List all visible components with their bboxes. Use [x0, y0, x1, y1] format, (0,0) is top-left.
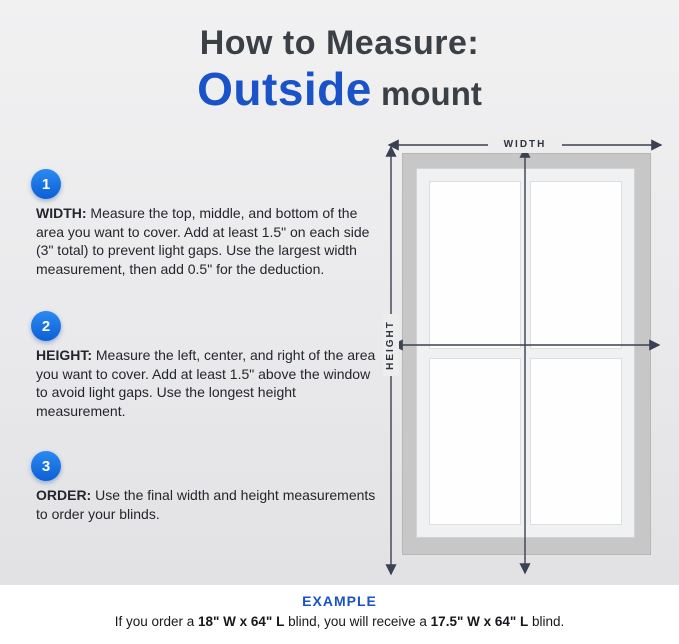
step-3-label: ORDER: — [36, 487, 92, 503]
example-seg3: blind. — [528, 614, 565, 629]
window-inner-frame — [416, 168, 635, 538]
step-1-text — [36, 204, 376, 278]
page-title-line1: How to Measure: — [199, 24, 480, 62]
step-2-label: HEIGHT: — [36, 347, 92, 363]
window-pane-bottom-right — [530, 358, 622, 526]
step-1-body: Measure the top, middle, and bottom of the area you want to cover. Add at least 1.5" on each side (3" total) to prevent light gaps. Use the largest width measurement, then add 0.5" for the deduction. — [36, 205, 370, 277]
example-bar — [0, 585, 679, 644]
window-pane-bottom-left — [429, 358, 521, 526]
example-seg2: blind, you will receive a — [284, 614, 431, 629]
example-seg1: If you order a — [114, 614, 198, 629]
example-order-size: 18" W x 64" L — [198, 614, 285, 629]
title-rest-mount: mount — [371, 75, 482, 112]
step-3-text — [36, 486, 376, 523]
step-1-badge: 1 — [31, 169, 61, 199]
page-title-line2 — [0, 62, 679, 116]
step-2-text — [36, 346, 384, 420]
step-2-body: Measure the left, center, and right of the area you want to cover. Add at least 1.5" above the window to avoid light gaps. Use the longest height measurement. — [36, 347, 376, 419]
step-3-badge: 3 — [31, 451, 61, 481]
title-accent-outside: Outside — [197, 63, 372, 115]
window-pane-top-left — [429, 181, 521, 349]
height-dimension-label: HEIGHT — [383, 314, 399, 376]
step-2-badge: 2 — [31, 311, 61, 341]
example-heading: EXAMPLE — [302, 593, 377, 609]
example-receive-size: 17.5" W x 64" L — [430, 614, 529, 629]
window-pane-top-right — [530, 181, 622, 349]
width-dimension-label: WIDTH — [488, 137, 562, 153]
step-1-label: WIDTH: — [36, 205, 87, 221]
example-text — [0, 614, 679, 629]
step-3-body: Use the final width and height measurements to order your blinds. — [36, 487, 376, 522]
window-diagram — [383, 133, 671, 585]
